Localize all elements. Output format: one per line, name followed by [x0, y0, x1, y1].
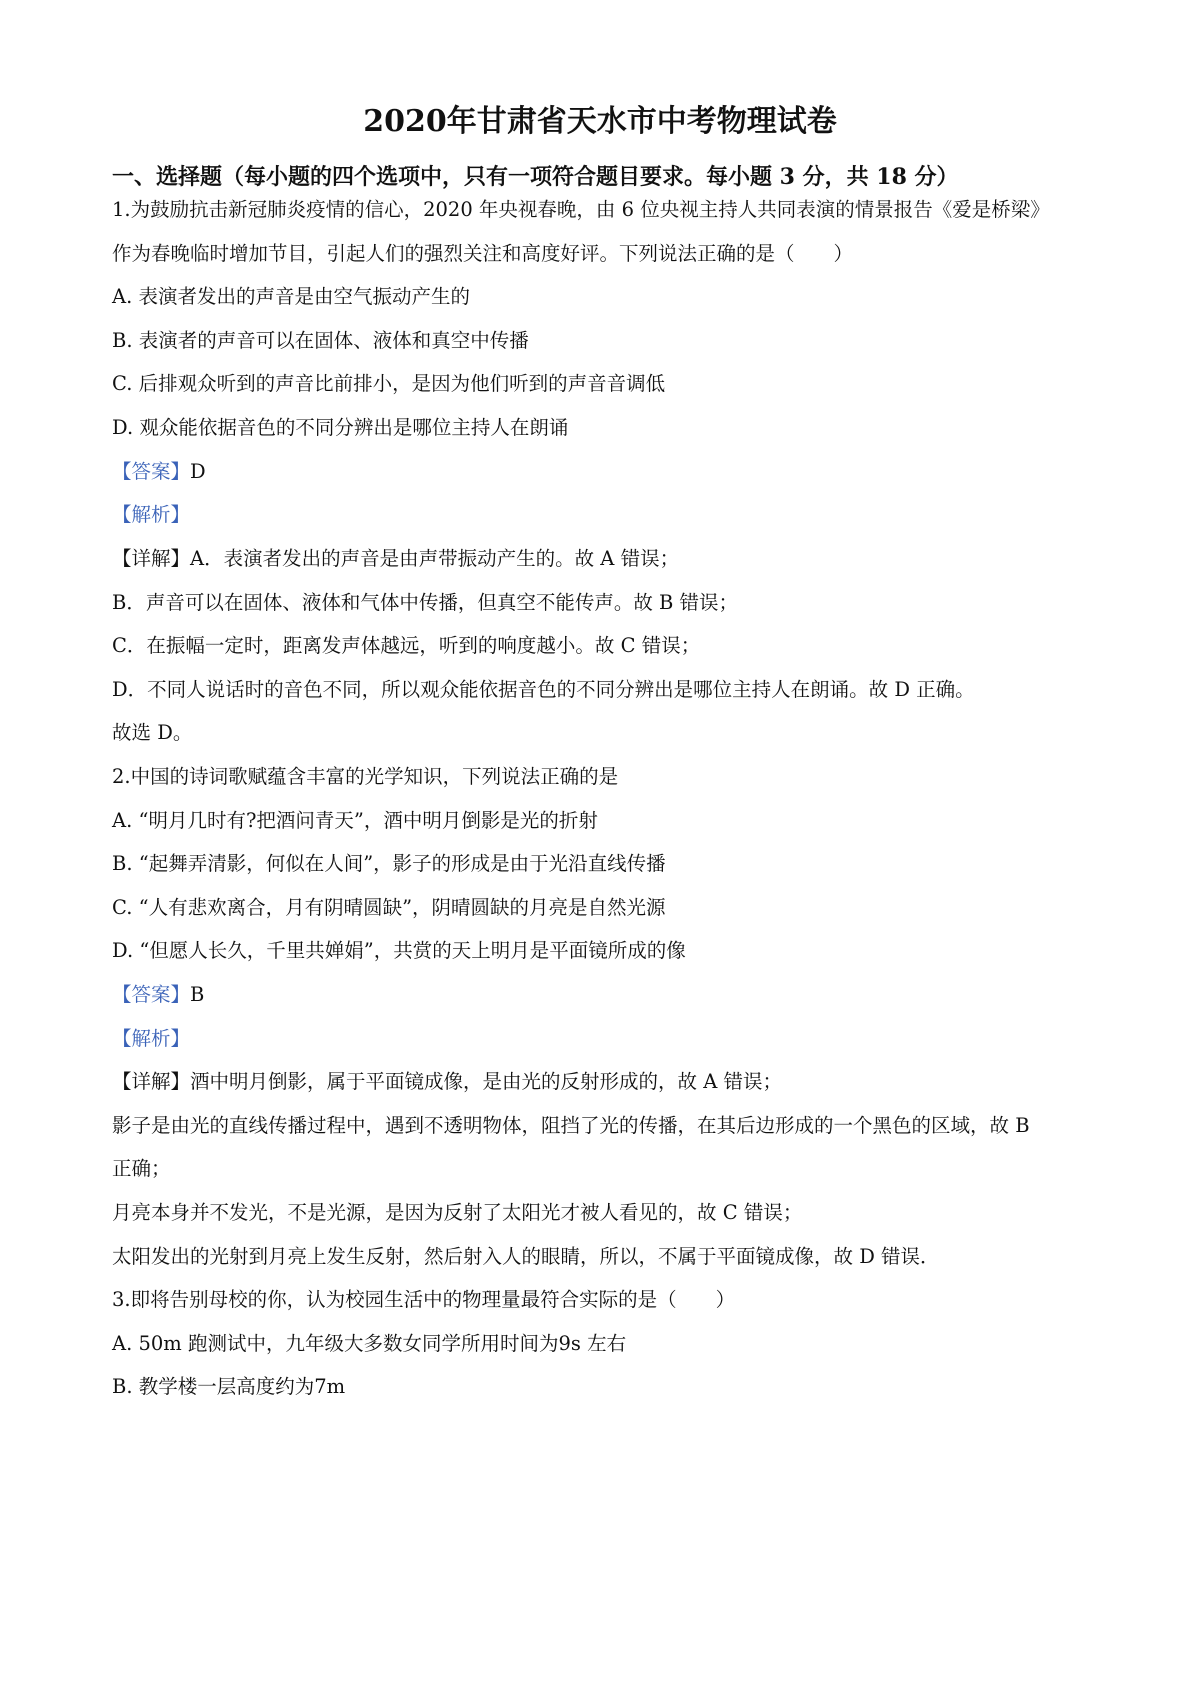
question-2-option-c: C. “人有悲欢离合，月有阴晴圆缺”，阴晴圆缺的月亮是自然光源 [112, 896, 666, 919]
page-title: 2020年甘肃省天水市中考物理试卷 [363, 104, 837, 139]
question-1-detail-line-4: D．不同人说话时的音色不同，所以观众能依据音色的不同分辨出是哪位主持人在朗诵。故 D 正确。 [112, 678, 975, 701]
question-1-analysis-tag [112, 499, 190, 531]
question-2-option-a: A. “明月几时有?把酒问青天”，酒中明月倒影是光的折射 [112, 809, 598, 832]
question-1-stem-line-1: 1.为鼓励抗击新冠肺炎疫情的信心，2020 年央视春晚，由 6 位央视主持人共同表演的情景报告《爱是桥梁》 [112, 198, 1050, 221]
question-3-stem: 3.即将告别母校的你，认为校园生活中的物理量最符合实际的是（ ） [112, 1288, 736, 1311]
question-1-option-c: C. 后排观众听到的声音比前排小，是因为他们听到的声音音调低 [112, 372, 666, 395]
detail-text: 酒中明月倒影，属于平面镜成像，是由光的反射形成的，故 A 错误； [190, 1070, 782, 1093]
analysis-tag: 【解析】 [112, 503, 191, 526]
question-1-option-d: D. 观众能依据音色的不同分辨出是哪位主持人在朗诵 [112, 416, 569, 439]
question-1-option-b: B. 表演者的声音可以在固体、液体和真空中传播 [112, 329, 529, 352]
detail-tag: 【详解】 [112, 547, 191, 570]
question-1-stem-line-2: 作为春晚临时增加节目，引起人们的强烈关注和高度好评。下列说法正确的是（ ） [112, 242, 854, 265]
question-2-answer [112, 979, 204, 1011]
question-2-detail-line-4: 月亮本身并不发光，不是光源，是因为反射了太阳光才被人看见的，故 C 错误； [112, 1201, 803, 1224]
analysis-tag: 【解析】 [112, 1027, 191, 1050]
detail-tag: 【详解】 [112, 1070, 191, 1093]
question-3-option-a: A. 50m 跑测试中，九年级大多数女同学所用时间为9s 左右 [112, 1332, 627, 1355]
question-1-option-a: A. 表演者发出的声音是由空气振动产生的 [112, 285, 470, 308]
question-2-detail-line-3: 正确； [112, 1157, 171, 1180]
question-1-conclusion: 故选 D。 [112, 721, 193, 744]
question-2-analysis-tag [112, 1023, 190, 1055]
question-2-option-d: D. “但愿人长久，千里共婵娟”，共赏的天上明月是平面镜所成的像 [112, 939, 686, 962]
question-1-answer [112, 456, 206, 488]
question-3-option-b: B. 教学楼一层高度约为7m [112, 1375, 346, 1398]
question-2-detail-line-1 [112, 1066, 782, 1098]
question-2-detail-line-2: 影子是由光的直线传播过程中，遇到不透明物体，阻挡了光的传播，在其后边形成的一个黑色的区域，故 B [112, 1114, 1030, 1137]
answer-value: D [190, 460, 206, 483]
answer-tag: 【答案】 [112, 983, 191, 1006]
question-2-stem: 2.中国的诗词歌赋蕴含丰富的光学知识，下列说法正确的是 [112, 765, 619, 788]
question-2-option-b: B. “起舞弄清影，何似在人间”，影子的形成是由于光沿直线传播 [112, 852, 666, 875]
detail-text: A．表演者发出的声音是由声带振动产生的。故 A 错误； [190, 547, 680, 570]
answer-tag: 【答案】 [112, 460, 191, 483]
question-1-detail-line-1 [112, 543, 679, 575]
question-2-detail-line-5: 太阳发出的光射到月亮上发生反射，然后射入人的眼睛，所以，不属于平面镜成像，故 D 错误． [112, 1245, 940, 1268]
question-1-detail-line-2: B．声音可以在固体、液体和气体中传播，但真空不能传声。故 B 错误； [112, 591, 739, 614]
answer-value: B [190, 983, 205, 1006]
section-heading: 一、选择题（每小题的四个选项中，只有一项符合题目要求。每小题 3 分，共 18 分） [112, 164, 959, 190]
question-1-detail-line-3: C．在振幅一定时，距离发声体越远，听到的响度越小。故 C 错误； [112, 634, 701, 657]
